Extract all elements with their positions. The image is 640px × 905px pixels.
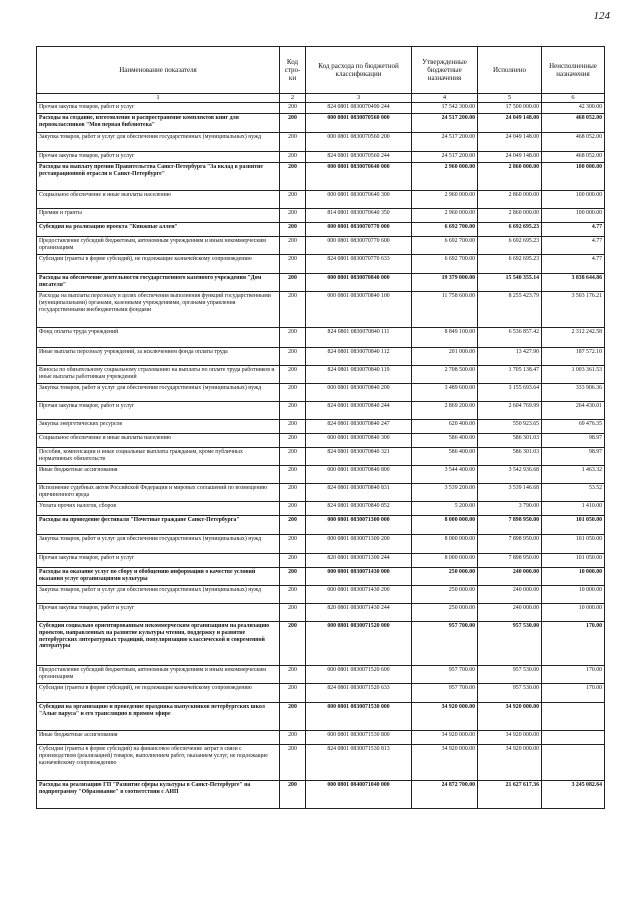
expense-code-cell: 000 0801 0830070840 100 [306,292,412,328]
unexecuted-amount-cell: 69 476.35 [542,420,605,434]
executed-amount-cell: 957 530.00 [478,684,542,703]
table-row [37,402,605,420]
approved-amount-cell: 586 400.00 [412,448,478,466]
approved-amount-cell: 2 960 000.00 [412,163,478,191]
executed-amount-cell: 3 539 146.68 [478,484,542,502]
line-code-cell: 200 [280,535,306,554]
page-number: 124 [593,10,610,22]
approved-amount-cell: 3 544 400.00 [412,466,478,484]
executed-amount-cell: 957 530.00 [478,666,542,684]
line-code-cell: 200 [280,402,306,420]
executed-amount-cell: 17 500 000.00 [478,103,542,114]
line-code-cell: 200 [280,152,306,163]
executed-amount-cell: 2 860 000.00 [478,163,542,191]
line-code-cell: 200 [280,781,306,809]
unexecuted-amount-cell: 101 050.00 [542,516,605,535]
indicator-name-cell: Прочая закупка товаров, работ и услуг [37,152,280,163]
table-row [37,292,605,328]
indicator-name-cell: Исполнение судебных актов Российской Федерации и мировых соглашений по возмещению причиненного вреда [37,484,280,502]
indicator-name-cell: Закупка товаров, работ и услуг для обеспечения государственных (муниципальных) нужд [37,133,280,152]
line-code-cell: 200 [280,448,306,466]
expense-code-cell: 000 0801 0830070840 200 [306,384,412,402]
unexecuted-amount-cell: 170.00 [542,684,605,703]
indicator-name-cell: Социальное обеспечение и иные выплаты населению [37,191,280,209]
line-code-cell: 200 [280,745,306,781]
line-code-cell: 200 [280,622,306,666]
line-code-cell: 200 [280,554,306,568]
indicator-name-cell: Субсидия на организацию и проведение праздника выпускников петербургских школ "Алые паруса" и его трансляцию в прямом эфире [37,703,280,731]
executed-amount-cell: 24 049 148.00 [478,114,542,133]
expense-code-cell: 824 0801 0830071520 633 [306,684,412,703]
indicator-name-cell: Прочая закупка товаров, работ и услуг [37,604,280,622]
executed-amount-cell: 6 692 695.23 [478,223,542,237]
approved-amount-cell: 2 960 000.00 [412,209,478,223]
executed-amount-cell: 2 860 000.00 [478,191,542,209]
approved-amount-cell: 2 708 500.00 [412,366,478,384]
approved-amount-cell: 201 000.00 [412,348,478,366]
expense-code-cell: 824 0801 0830070770 633 [306,255,412,274]
approved-amount-cell: 250 000.00 [412,568,478,586]
unexecuted-amount-cell: 170.00 [542,666,605,684]
table-row [37,103,605,114]
unexecuted-amount-cell: 468 052.00 [542,133,605,152]
approved-amount-cell: 6 692 700.00 [412,255,478,274]
indicator-name-cell: Расходы на проведение фестиваля "Почетные граждане Санкт-Петербурга" [37,516,280,535]
approved-amount-cell: 586 400.00 [412,434,478,448]
executed-amount-cell: 957 530.00 [478,622,542,666]
indicator-name-cell: Закупка товаров, работ и услуг для обеспечения государственных (муниципальных) нужд [37,384,280,402]
executed-amount-cell: 6 536 857.42 [478,328,542,348]
expense-code-cell: 000 0801 0830070840 300 [306,434,412,448]
approved-amount-cell: 11 758 600.00 [412,292,478,328]
approved-amount-cell: 6 692 700.00 [412,223,478,237]
header-expense-code: Код расхода по бюджетной классификации [306,47,412,94]
unexecuted-amount-cell: 3 838 644.86 [542,274,605,292]
line-code-cell: 200 [280,434,306,448]
approved-amount-cell: 24 517 200.00 [412,133,478,152]
line-code-cell: 200 [280,328,306,348]
table-row [37,502,605,516]
unexecuted-amount-cell: 100 000.00 [542,209,605,223]
approved-amount-cell: 620 400.00 [412,420,478,434]
column-number: 6 [542,94,605,103]
line-code-cell: 200 [280,604,306,622]
approved-amount-cell: 8 000 000.00 [412,516,478,535]
indicator-name-cell: Расходы на выплаты персоналу в целях обеспечения выполнения функций государственными (муниципальными) органами, казенными учреждениями, органами управления государственными внебюджетными фондами [37,292,280,328]
line-code-cell: 200 [280,684,306,703]
unexecuted-amount-cell: 4.77 [542,255,605,274]
expense-code-cell: 000 0801 0830070560 200 [306,133,412,152]
expense-code-cell: 000 0801 0830070840 800 [306,466,412,484]
indicator-name-cell: Расходы на оказание услуг по сбору и обобщению информации о качестве условий оказания услуг организациями культуры [37,568,280,586]
table-row [37,703,605,731]
indicator-name-cell: Расходы на обеспечение деятельности государственного казенного учреждения "Дом писателя" [37,274,280,292]
indicator-name-cell: Расходы на выплату премии Правительства Санкт-Петербурга "За вклад в развитие реставрационной отрасли в Санкт-Петербурге" [37,163,280,191]
approved-amount-cell: 24 517 200.00 [412,152,478,163]
indicator-name-cell: Пособия, компенсации и иные социальные выплаты гражданам, кроме публичных нормативных обязательств [37,448,280,466]
line-code-cell: 200 [280,348,306,366]
approved-amount-cell: 24 517 200.00 [412,114,478,133]
table-row [37,781,605,809]
line-code-cell: 200 [280,103,306,114]
table-row [37,420,605,434]
executed-amount-cell: 2 860 000.00 [478,209,542,223]
expense-code-cell: 000 0801 0830070770 000 [306,223,412,237]
column-number: 2 [280,94,306,103]
line-code-cell: 200 [280,484,306,502]
table-row [37,328,605,348]
expense-code-cell: 000 0801 0830070840 000 [306,274,412,292]
expense-code-cell: 000 0801 0830070770 600 [306,237,412,255]
approved-amount-cell: 34 920 000.00 [412,731,478,745]
unexecuted-amount-cell: 187 572.10 [542,348,605,366]
unexecuted-amount-cell: 98.97 [542,434,605,448]
approved-amount-cell: 3 489 600.00 [412,384,478,402]
unexecuted-amount-cell: 10 000.00 [542,604,605,622]
table-row [37,152,605,163]
expense-code-cell: 824 0801 0830070840 111 [306,328,412,348]
line-code-cell: 200 [280,163,306,191]
executed-amount-cell: 7 898 950.00 [478,535,542,554]
table-row [37,274,605,292]
line-code-cell: 200 [280,466,306,484]
table-row [37,366,605,384]
indicator-name-cell: Предоставление субсидий бюджетным, автономным учреждениям и иным некоммерческим организациям [37,237,280,255]
expense-code-cell: 824 0801 0830070840 119 [306,366,412,384]
line-code-cell: 200 [280,237,306,255]
indicator-name-cell: Прочая закупка товаров, работ и услуг [37,554,280,568]
approved-amount-cell: 8 000 000.00 [412,535,478,554]
table-row [37,384,605,402]
line-code-cell: 200 [280,366,306,384]
executed-amount-cell: 24 049 148.00 [478,133,542,152]
approved-amount-cell: 250 000.00 [412,604,478,622]
table-row [37,684,605,703]
executed-amount-cell: 6 692 695.23 [478,237,542,255]
indicator-name-cell: Иные бюджетные ассигнования [37,466,280,484]
expense-code-cell: 824 0801 0830070560 244 [306,152,412,163]
indicator-name-cell: Прочая закупка товаров, работ и услуг [37,103,280,114]
executed-amount-cell: 3 155 693.64 [478,384,542,402]
executed-amount-cell: 7 898 950.00 [478,516,542,535]
table-row [37,209,605,223]
line-code-cell: 200 [280,255,306,274]
column-number: 1 [37,94,280,103]
executed-amount-cell: 34 920 000.00 [478,745,542,781]
executed-amount-cell: 13 427.90 [478,348,542,366]
column-number-row [37,94,605,103]
expense-code-cell: 824 0801 0830070840 244 [306,402,412,420]
executed-amount-cell: 7 898 950.00 [478,554,542,568]
executed-amount-cell: 21 627 617.36 [478,781,542,809]
unexecuted-amount-cell: 3 245 082.64 [542,781,605,809]
expense-code-cell: 000 0801 0830071430 200 [306,586,412,604]
indicator-name-cell: Субсидия на реализацию проекта "Книжные аллеи" [37,223,280,237]
table-row [37,666,605,684]
table-row [37,604,605,622]
unexecuted-amount-cell: 170.00 [542,622,605,666]
approved-amount-cell: 957 700.00 [412,684,478,703]
table-row [37,466,605,484]
table-row [37,114,605,133]
header-executed: Исполнено [478,47,542,94]
executed-amount-cell: 34 920 000.00 [478,731,542,745]
unexecuted-amount-cell: 2 312 242.58 [542,328,605,348]
unexecuted-amount-cell: 42 300.00 [542,103,605,114]
expense-code-cell: 824 0801 0830070840 831 [306,484,412,502]
unexecuted-amount-cell: 468 052.00 [542,114,605,133]
indicator-name-cell: Социальное обеспечение и иные выплаты населению [37,434,280,448]
line-code-cell: 200 [280,209,306,223]
executed-amount-cell: 550 923.65 [478,420,542,434]
unexecuted-amount-cell: 101 050.00 [542,535,605,554]
table-row [37,191,605,209]
header-indicator-name: Наименование показателя [37,47,280,94]
unexecuted-amount-cell: 10 000.00 [542,586,605,604]
unexecuted-amount-cell: 100 000.00 [542,163,605,191]
table-row [37,516,605,535]
table-row [37,568,605,586]
table-row [37,554,605,568]
table-row [37,448,605,466]
budget-execution-table [36,46,605,809]
line-code-cell: 200 [280,274,306,292]
table-row [37,535,605,554]
table-row [37,586,605,604]
unexecuted-amount-cell: 1 410.00 [542,502,605,516]
line-code-cell: 200 [280,568,306,586]
indicator-name-cell: Субсидии социально ориентированным некоммерческим организациям на реализацию проектов, направленных на развитие культуры чтения, поддержку и развитие петербургских литературных традиций, популяризацию классической и современной литературы [37,622,280,666]
column-number: 4 [412,94,478,103]
line-code-cell: 200 [280,586,306,604]
executed-amount-cell: 240 000.00 [478,604,542,622]
unexecuted-amount-cell: 101 050.00 [542,554,605,568]
column-number: 3 [306,94,412,103]
approved-amount-cell: 957 700.00 [412,666,478,684]
unexecuted-amount-cell: 10 000.00 [542,568,605,586]
approved-amount-cell: 2 960 000.00 [412,191,478,209]
expense-code-cell: 000 0801 0830071430 000 [306,568,412,586]
indicator-name-cell: Закупка энергетических ресурсов [37,420,280,434]
expense-code-cell: 000 0801 0830071300 000 [306,516,412,535]
expense-code-cell: 824 0801 0830070490 244 [306,103,412,114]
indicator-name-cell: Прочая закупка товаров, работ и услуг [37,402,280,420]
line-code-cell: 200 [280,191,306,209]
executed-amount-cell: 3 542 936.68 [478,466,542,484]
indicator-name-cell: Субсидии (гранты в форме субсидий), не подлежащие казначейскому сопровождению [37,684,280,703]
table-row [37,484,605,502]
unexecuted-amount-cell: 100 000.00 [542,191,605,209]
unexecuted-amount-cell [542,703,605,731]
line-code-cell: 200 [280,502,306,516]
expense-code-cell: 824 0801 0830070840 852 [306,502,412,516]
expense-code-cell: 000 0801 0830070640 300 [306,191,412,209]
approved-amount-cell: 24 872 700.00 [412,781,478,809]
unexecuted-amount-cell: 4.77 [542,223,605,237]
executed-amount-cell: 15 540 355.14 [478,274,542,292]
line-code-cell: 200 [280,666,306,684]
indicator-name-cell: Взносы по обязательному социальному страхованию на выплаты по оплате труда работников и иные выплаты работникам учреждений [37,366,280,384]
unexecuted-amount-cell: 98.97 [542,448,605,466]
approved-amount-cell: 5 200.00 [412,502,478,516]
table-row [37,434,605,448]
expense-code-cell: 824 0801 0830070840 247 [306,420,412,434]
unexecuted-amount-cell: 3 503 176.21 [542,292,605,328]
expense-code-cell: 000 0801 0830071530 000 [306,703,412,731]
indicator-name-cell: Фонд оплаты труда учреждений [37,328,280,348]
approved-amount-cell: 6 692 700.00 [412,237,478,255]
executed-amount-cell: 586 301.03 [478,448,542,466]
executed-amount-cell: 2 604 769.99 [478,402,542,420]
table-row [37,348,605,366]
indicator-name-cell: Предоставление субсидий бюджетным, автономным учреждениям и иным некоммерческим организациям [37,666,280,684]
approved-amount-cell: 957 700.00 [412,622,478,666]
approved-amount-cell: 3 539 200.00 [412,484,478,502]
executed-amount-cell: 240 000.00 [478,568,542,586]
approved-amount-cell: 34 920 000.00 [412,745,478,781]
expense-code-cell: 814 0801 0830070640 350 [306,209,412,223]
approved-amount-cell: 250 000.00 [412,586,478,604]
unexecuted-amount-cell: 264 430.01 [542,402,605,420]
expense-code-cell: 824 0801 0830070840 321 [306,448,412,466]
expense-code-cell: 820 0801 0830071300 244 [306,554,412,568]
expense-code-cell: 824 0801 0830070840 112 [306,348,412,366]
column-number: 5 [478,94,542,103]
unexecuted-amount-cell [542,745,605,781]
executed-amount-cell: 3 790.00 [478,502,542,516]
table-row [37,163,605,191]
unexecuted-amount-cell: 1 463.32 [542,466,605,484]
executed-amount-cell: 6 692 695.23 [478,255,542,274]
expense-code-cell: 820 0801 0830071430 244 [306,604,412,622]
line-code-cell: 200 [280,420,306,434]
line-code-cell: 200 [280,133,306,152]
line-code-cell: 200 [280,384,306,402]
expense-code-cell: 000 0801 0830071530 800 [306,731,412,745]
table-row [37,622,605,666]
indicator-name-cell: Иные бюджетные ассигнования [37,731,280,745]
unexecuted-amount-cell: 468 052.00 [542,152,605,163]
table-row [37,237,605,255]
table-row [37,133,605,152]
executed-amount-cell: 34 920 000.00 [478,703,542,731]
indicator-name-cell: Уплата прочих налогов, сборов [37,502,280,516]
expense-code-cell: 824 0801 0830071530 813 [306,745,412,781]
line-code-cell: 200 [280,703,306,731]
indicator-name-cell: Расходы на реализацию ГП "Развитие сферы культуры в Санкт-Петербурге" на подпрограмму "Образование" в соответствии с АИП [37,781,280,809]
expense-code-cell: 000 0801 0840071040 000 [306,781,412,809]
table-header-row [37,47,605,94]
indicator-name-cell: Субсидии (гранты в форме субсидий), не подлежащие казначейскому сопровождению [37,255,280,274]
indicator-name-cell: Премии и гранты [37,209,280,223]
executed-amount-cell: 24 049 148.00 [478,152,542,163]
line-code-cell: 200 [280,223,306,237]
header-approved: Утвержденные бюджетные назначения [412,47,478,94]
expense-code-cell: 000 0801 0830071520 600 [306,666,412,684]
line-code-cell: 200 [280,516,306,535]
unexecuted-amount-cell: 1 003 361.53 [542,366,605,384]
expense-code-cell: 000 0801 0830071300 200 [306,535,412,554]
line-code-cell: 200 [280,292,306,328]
unexecuted-amount-cell [542,731,605,745]
executed-amount-cell: 8 255 423.79 [478,292,542,328]
header-unexecuted: Неисполненные назначения [542,47,605,94]
approved-amount-cell: 8 000 000.00 [412,554,478,568]
executed-amount-cell: 586 301.03 [478,434,542,448]
indicator-name-cell: Закупка товаров, работ и услуг для обеспечения государственных (муниципальных) нужд [37,586,280,604]
unexecuted-amount-cell: 4.77 [542,237,605,255]
unexecuted-amount-cell: 333 906.36 [542,384,605,402]
executed-amount-cell: 240 000.00 [478,586,542,604]
expense-code-cell: 000 0801 0830070640 000 [306,163,412,191]
indicator-name-cell: Расходы на создание, изготовление и распространение комплектов книг для первоклассников "Моя первая библиотека" [37,114,280,133]
table-row [37,745,605,781]
expense-code-cell: 000 0801 0830070560 000 [306,114,412,133]
unexecuted-amount-cell: 53.52 [542,484,605,502]
indicator-name-cell: Иные выплаты персоналу учреждений, за исключением фонда оплаты труда [37,348,280,366]
table-row [37,223,605,237]
line-code-cell: 200 [280,731,306,745]
approved-amount-cell: 8 849 100.00 [412,328,478,348]
approved-amount-cell: 2 869 200.00 [412,402,478,420]
executed-amount-cell: 1 705 138.47 [478,366,542,384]
header-line-code: Код стро-ки [280,47,306,94]
table-row [37,731,605,745]
approved-amount-cell: 34 920 000.00 [412,703,478,731]
expense-code-cell: 000 0801 0830071520 000 [306,622,412,666]
indicator-name-cell: Субсидии (гранты в форме субсидий) на финансовое обеспечение затрат в связи с производством (реализацией) товаров, выполнением работ, оказанием услуг, не подлежащие казначейскому сопровождению [37,745,280,781]
line-code-cell: 200 [280,114,306,133]
approved-amount-cell: 19 379 000.00 [412,274,478,292]
indicator-name-cell: Закупка товаров, работ и услуг для обеспечения государственных (муниципальных) нужд [37,535,280,554]
approved-amount-cell: 17 542 300.00 [412,103,478,114]
table-row [37,255,605,274]
